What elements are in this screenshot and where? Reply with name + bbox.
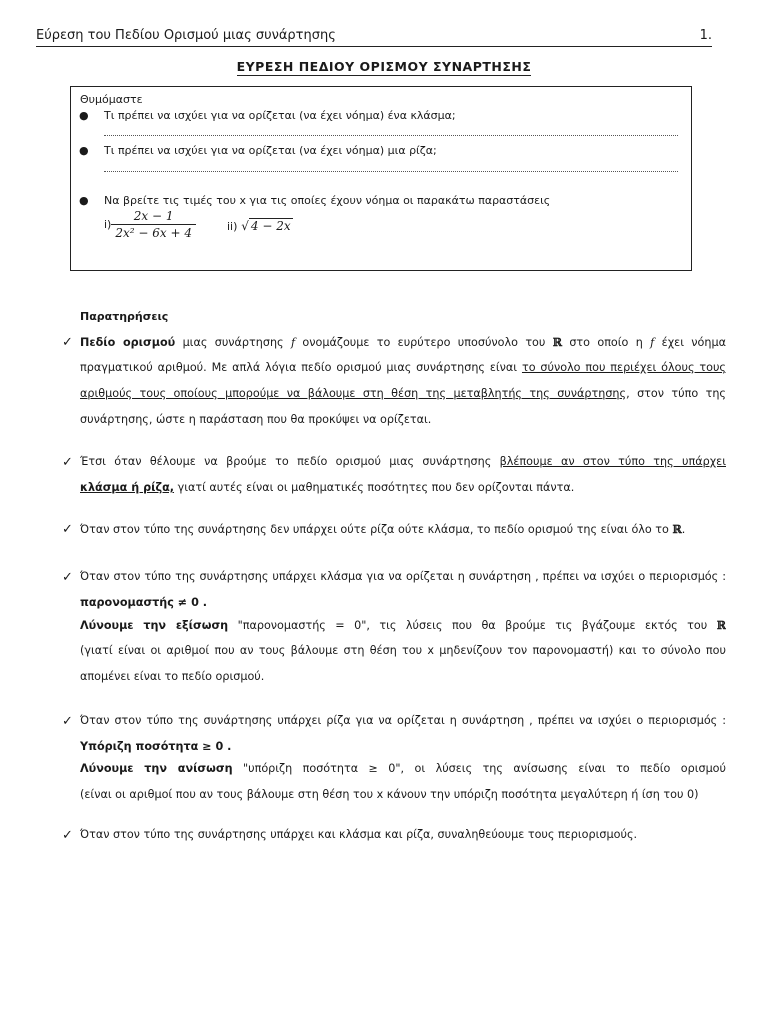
relation: ≠ 0 . bbox=[173, 596, 207, 609]
reals-symbol: ℝ bbox=[672, 522, 682, 536]
text-span: Όταν στον τύπο της συνάρτησης δεν υπάρχει ούτε ρίζα ούτε κλάσμα, το πεδίο ορισμού της είναι όλο το bbox=[80, 523, 673, 536]
underlined-text: αριθμούς τους οποίους μπορούμε να βάλουμε στη θέση της μεταβλητής της συνάρτησης bbox=[80, 387, 627, 400]
text-span: γιατί αυτές είναι οι μαθηματικές ποσότητες που δεν ορίζονται πάντα. bbox=[174, 481, 575, 494]
answer-line bbox=[104, 171, 678, 172]
text-span: . bbox=[681, 523, 686, 536]
remark-paragraph-3 bbox=[80, 516, 726, 542]
remark-paragraph-2 bbox=[80, 449, 726, 501]
checkmark-icon: ✓ bbox=[62, 714, 73, 729]
radical-sign-icon: √ bbox=[241, 219, 249, 233]
text-line bbox=[80, 449, 726, 475]
text-line: Όταν στον τύπο της συνάρτησης υπάρχει και κλάσμα και ρίζα, συναληθεύουμε τους περιορισμούς. bbox=[80, 828, 638, 841]
text-span: μιας συνάρτησης bbox=[175, 336, 291, 349]
running-header bbox=[36, 28, 712, 47]
remark-paragraph-6 bbox=[80, 822, 726, 848]
underlined-text: το σύνολο που περιέχει όλους τους bbox=[521, 361, 726, 374]
text-span: έχει νόημα bbox=[654, 336, 726, 349]
reals-symbol: ℝ bbox=[716, 618, 726, 632]
remark-paragraph-5 bbox=[80, 708, 726, 808]
text-line bbox=[80, 516, 726, 542]
recall-heading: Θυμόμαστε bbox=[80, 93, 143, 106]
checkmark-icon: ✓ bbox=[62, 522, 73, 537]
remark-paragraph-1 bbox=[80, 329, 726, 433]
text-span: , στον τύπο της bbox=[626, 387, 726, 400]
fraction-numerator: 2x − 1 bbox=[133, 209, 174, 223]
expression-ii bbox=[227, 219, 293, 233]
text-span: ονομάζουμε το ευρύτερο υποσύνολο του bbox=[295, 336, 553, 349]
square-root bbox=[241, 219, 292, 233]
checkmark-icon: ✓ bbox=[62, 570, 73, 585]
recall-bullet bbox=[79, 109, 456, 123]
text-line bbox=[80, 734, 726, 756]
text-line bbox=[80, 329, 726, 355]
main-title: ΕΥΡΕΣΗ ΠΕΔΙΟΥ ΟΡΙΣΜΟΥ ΣΥΝΑΡΤΗΣΗΣ bbox=[236, 59, 532, 74]
answer-line bbox=[104, 135, 678, 136]
checkmark-icon: ✓ bbox=[62, 828, 73, 843]
expression-label: ii) bbox=[227, 220, 238, 233]
text-line: Όταν στον τύπο της συνάρτησης υπάρχει ρίζα για να ορίζεται η συνάρτηση , πρέπει να ισχύει ο περιορισμός : bbox=[80, 714, 726, 727]
text-span: στο οποίο η bbox=[562, 336, 651, 349]
text-span: Έτσι όταν θέλουμε να βρούμε το πεδίο ορισμού μιας συνάρτησης bbox=[80, 455, 500, 468]
recall-bullet-text: Τι πρέπει να ισχύει για να ορίζεται (να έχει νόημα) ένα κλάσμα; bbox=[104, 109, 456, 122]
text-line bbox=[80, 590, 726, 612]
running-title: Εύρεση του Πεδίου Ορισμού μιας συνάρτησης bbox=[36, 28, 336, 43]
text-line: (είναι οι αριθμοί που αν τους βάλουμε στη θέση του x κάνουν την υπόριζη ποσότητα μεγαλύτερη ή ίση του 0) bbox=[80, 788, 699, 801]
reals-symbol: ℝ bbox=[552, 335, 563, 349]
text-line bbox=[80, 756, 726, 782]
bullet-dot-icon: ● bbox=[79, 194, 89, 207]
text-line: (γιατί είναι οι αριθμοί που αν τους βάλουμε στη θέση του x μηδενίζουν τον παρονομαστή) και το σύνολο που bbox=[80, 644, 726, 657]
text-line bbox=[80, 355, 726, 381]
recall-bullet bbox=[79, 144, 437, 158]
recall-box bbox=[70, 86, 692, 271]
text-line bbox=[80, 612, 726, 638]
checkmark-icon: ✓ bbox=[62, 335, 73, 350]
bold-term: Υπόριζη ποσότητα bbox=[80, 740, 199, 753]
fraction bbox=[111, 209, 196, 240]
bold-term: Πεδίο ορισμού bbox=[80, 336, 176, 349]
bullet-dot-icon: ● bbox=[79, 144, 89, 157]
remark-paragraph-4 bbox=[80, 564, 726, 690]
recall-bullet-text: Να βρείτε τις τιμές του x για τις οποίες έχουν νόημα οι παρακάτω παραστάσεις bbox=[104, 194, 551, 207]
bold-term: Λύνουμε την εξίσωση bbox=[80, 619, 229, 632]
text-span: "υπόριζη ποσότητα ≥ 0", οι λύσεις της ανίσωσης είναι το πεδίο ορισμού bbox=[232, 762, 726, 775]
bold-term: Λύνουμε την ανίσωση bbox=[80, 762, 233, 775]
text-span: "παρονομαστής = 0", τις λύσεις που θα βρούμε τις βγάζουμε εκτός του bbox=[228, 619, 717, 632]
page-number: 1. bbox=[699, 28, 712, 43]
expression-label: i) bbox=[104, 218, 112, 231]
underlined-text: βλέπουμε αν στον τύπο της υπάρχει bbox=[499, 455, 726, 468]
bullet-dot-icon: ● bbox=[79, 109, 89, 122]
checkmark-icon: ✓ bbox=[62, 455, 73, 470]
recall-bullet-text: Τι πρέπει να ισχύει για να ορίζεται (να έχει νόημα) μια ρίζα; bbox=[104, 144, 437, 157]
text-line: απομένει είναι το πεδίο ορισμού. bbox=[80, 670, 265, 683]
remarks-heading: Παρατηρήσεις bbox=[80, 310, 169, 323]
bold-underlined-text: κλάσμα ή ρίζα, bbox=[80, 481, 175, 494]
text-line bbox=[80, 475, 726, 501]
function-symbol: f bbox=[290, 336, 296, 349]
function-symbol: f bbox=[650, 336, 655, 349]
main-title-container bbox=[0, 56, 768, 75]
radicand: 4 − 2x bbox=[250, 219, 291, 233]
fraction-denominator: 2x² − 6x + 4 bbox=[111, 224, 196, 240]
relation: ≥ 0 . bbox=[198, 740, 232, 753]
text-line bbox=[80, 381, 726, 407]
text-line: συνάρτησης, ώστε η παράσταση που θα προκύψει να ορίζεται. bbox=[80, 413, 432, 426]
text-span: πραγματικού αριθμού. Με απλά λόγια πεδίο ορισμού μιας συνάρτησης είναι bbox=[80, 361, 522, 374]
bold-term: παρονομαστής bbox=[80, 596, 174, 609]
recall-bullet bbox=[79, 194, 550, 208]
expression-i bbox=[104, 209, 196, 240]
text-line: Όταν στον τύπο της συνάρτησης υπάρχει κλάσμα για να ορίζεται η συνάρτηση , πρέπει να ισχύει ο περιορισμός : bbox=[80, 570, 726, 583]
